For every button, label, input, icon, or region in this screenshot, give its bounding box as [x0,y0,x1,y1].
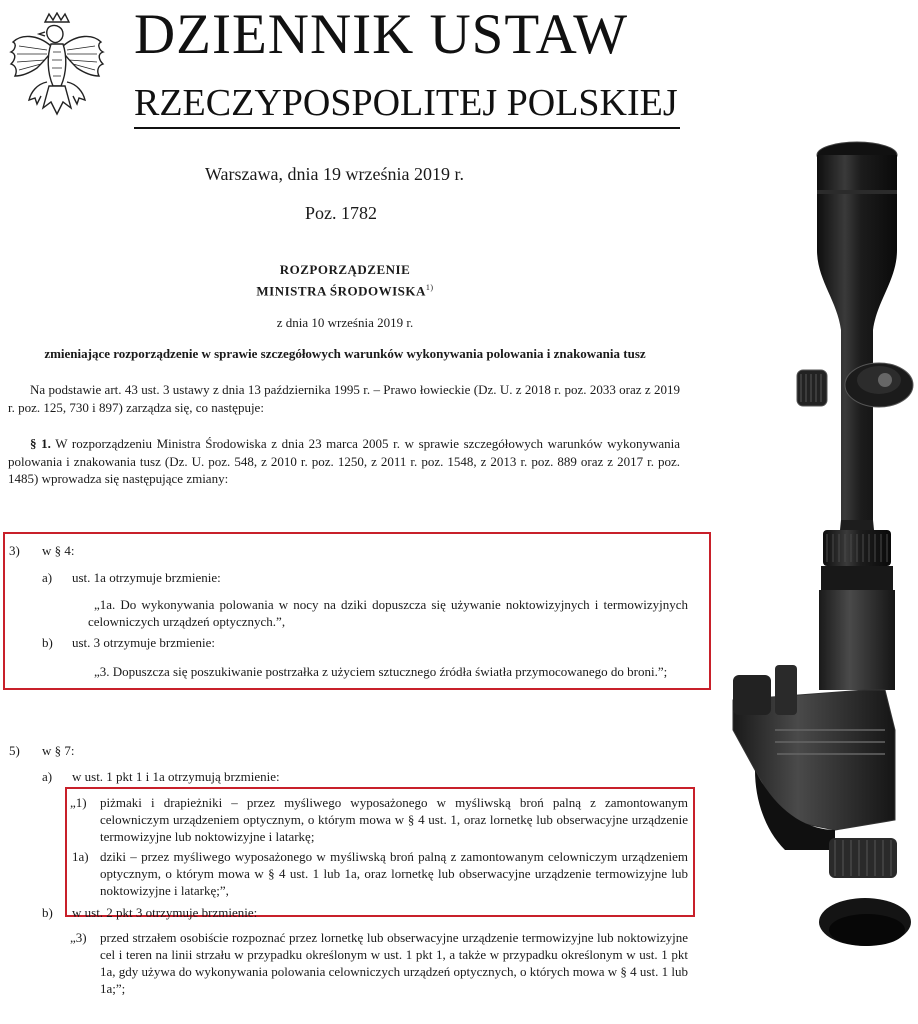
footnote-mark: 1) [425,283,434,292]
item-3b-text: ust. 3 otrzymuje brzmienie: [72,635,215,650]
preamble: Na podstawie art. 43 ust. 3 ustawy z dnia 13 października 1995 r. – Prawo łowieckie (Dz. U. z 2018 r. poz. 2033 oraz z 2019 r. poz. 125, 730 i 897) zarządza się, co następuje: [8,382,680,415]
act-date: z dnia 10 września 2019 r. [276,315,414,330]
item-5b-text: w ust. 2 pkt 3 otrzymuje brzmienie: [72,905,258,920]
item-3a-label: a) [42,570,53,585]
thermal-riflescope-icon [715,130,915,960]
item-5a-label: a) [42,769,53,784]
masthead-subtitle: RZECZYPOSPOLITEJ POLSKIEJ [134,82,678,124]
masthead-rule [134,127,680,129]
section-1-label: § 1. [30,436,51,451]
point-1-label: „1) [70,795,87,810]
point-1a-label: 1a) [72,849,89,864]
point-1-text: piżmaki i drapieżniki – przez myśliwego wyposażonego w myśliwską broń palną z zamontowanym celowniczym urządzeniem optycznym, o którym mowa w § 4 ust. 1, oraz lornetkę lub obserwacyjne urządzenie termowizyjne lub noktowizyjne i latarkę; [100,795,688,844]
item-3b-label: b) [42,635,53,650]
act-issuer-text: MINISTRA ŚRODOWISKA [256,283,426,299]
position-number: Poz. 1782 [305,203,377,223]
act-issuer [0,279,690,300]
section-1 [8,435,680,488]
item-3a-quote: „1a. Do wykonywania polowania w nocy na dziki dopuszcza się używanie noktowizyjnych i termowizyjnych celowniczych urządzeń optycznych.”, [88,597,688,629]
item-5a-text: w ust. 1 pkt 1 i 1a otrzymują brzmienie: [72,769,280,784]
item-5-number: 5) [9,743,20,758]
act-type: ROZPORZĄDZENIE [279,262,411,277]
item-3-head: w § 4: [42,543,75,558]
masthead-title: DZIENNIK USTAW [134,3,629,66]
item-3b-quote: „3. Dopuszcza się poszukiwanie postrzałka z użyciem sztucznego źródła światła przymocowanego do broni.”; [94,664,668,679]
item-5-head: w § 7: [42,743,75,758]
point-3-label: „3) [70,930,87,945]
act-heading [0,261,690,300]
item-3-number: 3) [9,543,20,558]
point-3-text: przed strzałem osobiście rozpoznać przez lornetkę lub obserwacyjne urządzenie termowizyjne lub noktowizyjne cel i teren na linii strzału w przypadku określonym w ust. 1 pkt 1, a także w przypadku określonym w ust. 1 pkt 1a, gdy używa do wykonywania polowania celowniczych urządzeń optycznych, o których mowa w § 4 ust. 1 lub 1a;”; [100,930,688,996]
section-1-text: W rozporządzeniu Ministra Środowiska z dnia 23 marca 2005 r. w sprawie szczegółowych warunków wykonywania polowania i znakowania tusz (Dz. U. poz. 548, z 2010 r. poz. 1250, z 2011 r. poz. 1548, z 2013 r. poz. 889 oraz z 2017 r. poz. 1485) wprowadza się następujące zmiany: [8,436,681,486]
date-line: Warszawa, dnia 19 września 2019 r. [205,164,464,184]
point-1a-text: dziki – przez myśliwego wyposażonego w myśliwską broń palną z zamontowanym celowniczym urządzeniem optycznym, o którym mowa w § 4 ust. 1 lub 1a, oraz lornetkę lub obserwacyjne urządzenie termowizyjne lub noktowizyjne i latarkę;”, [100,849,688,898]
item-3a-text: ust. 1a otrzymuje brzmienie: [72,570,221,585]
act-title: zmieniające rozporządzenie w sprawie szczegółowych warunków wykonywania polowania i znakowania tusz [44,346,646,361]
polish-eagle-icon [6,12,108,128]
item-5b-label: b) [42,905,53,920]
